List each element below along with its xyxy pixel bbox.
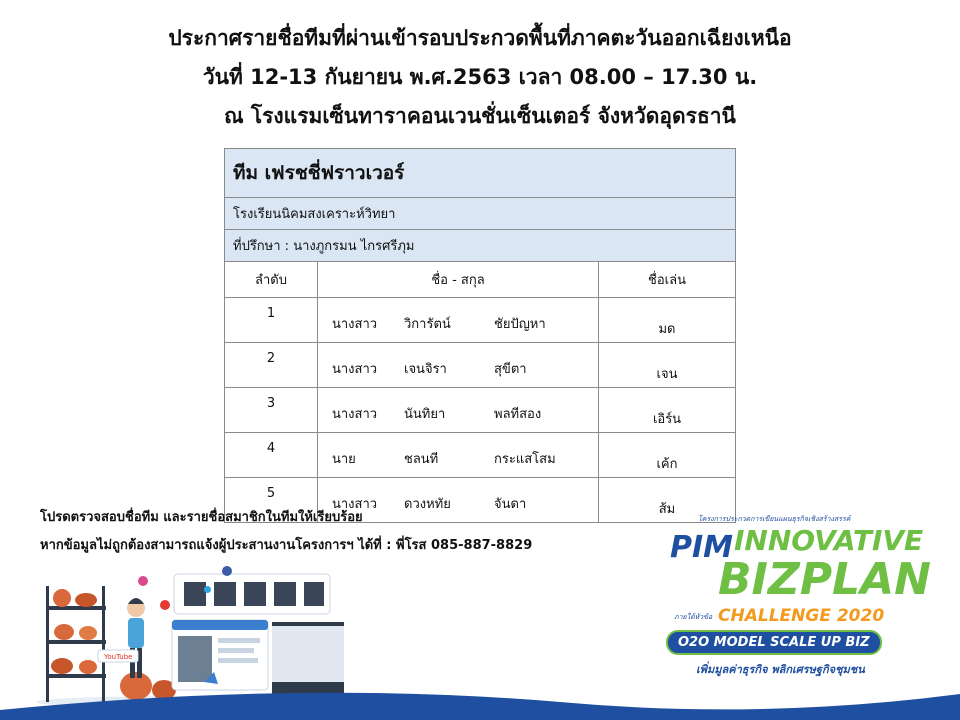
logo-challenge: CHALLENGE 2020	[718, 606, 885, 626]
member-first-name: เจนจิรา	[404, 362, 447, 377]
member-nickname: เค้ก	[599, 433, 736, 478]
member-name	[318, 388, 599, 433]
table-row	[225, 388, 736, 433]
announcement-date: วันที่ 12-13 กันยายน พ.ศ.2563 เวลา 08.00 – 17.30 น.	[202, 65, 758, 89]
member-title: นางสาว	[332, 362, 378, 377]
logo-tagline: โครงการประกวดการเขียนแผนธุรกิจเชิงสร้างสรรค์	[698, 515, 851, 523]
member-nickname: ส้ม	[599, 478, 736, 523]
member-name	[318, 343, 599, 388]
verification-note: โปรดตรวจสอบชื่อทีม และรายชื่อสมาชิกในทีมให้เรียบร้อย	[40, 510, 363, 525]
facebook-icon	[222, 566, 232, 576]
announcement-venue: ณ โรงแรมเซ็นทาราคอนเวนชั่นเซ็นเตอร์ จังหวัดอุดรธานี	[224, 104, 736, 128]
pim-bizplan-logo	[664, 510, 944, 690]
team-roster-table	[224, 148, 736, 523]
logo-slogan: เพิ่มมูลค่าธุรกิจ พลิกเศรษฐกิจชุมชน	[696, 663, 865, 676]
member-nickname: มด	[599, 298, 736, 343]
column-header-nickname: ชื่อเล่น	[599, 262, 736, 298]
team-school: โรงเรียนนิคมสงเคราะห์วิทยา	[225, 198, 736, 230]
member-no: 1	[225, 298, 318, 343]
logo-o2o: O2O MODEL SCALE UP BIZ	[666, 630, 882, 655]
member-name	[318, 433, 599, 478]
member-nickname: เจน	[599, 343, 736, 388]
instagram-icon	[138, 576, 148, 586]
youtube-icon	[160, 600, 170, 610]
twitter-icon	[204, 586, 211, 593]
member-nickname: เอิร์น	[599, 388, 736, 433]
member-title: นางสาว	[332, 497, 378, 512]
member-no: 2	[225, 343, 318, 388]
member-first-name: ดวงหทัย	[404, 497, 451, 512]
member-title: นางสาว	[332, 407, 378, 422]
column-header-no: ลำดับ	[225, 262, 318, 298]
member-last-name: สุขีตา	[494, 362, 527, 377]
bottom-wave	[0, 680, 960, 720]
member-no: 5	[225, 478, 318, 523]
member-no: 4	[225, 433, 318, 478]
team-name: ทีม เฟรชชี่ฟราวเวอร์	[225, 149, 736, 198]
member-last-name: ชัยปัญหา	[494, 317, 546, 332]
browser-tab-label: YouTube	[104, 653, 133, 661]
table-row	[225, 343, 736, 388]
member-last-name: พลทีสอง	[494, 407, 542, 422]
contact-note: หากข้อมูลไม่ถูกต้องสามารถแจ้งผู้ประสานงานโครงการฯ ได้ที่ : พี่โรส 085-887-8829	[40, 538, 533, 553]
logo-bizplan: BIZPLAN	[718, 554, 931, 605]
member-title: นาย	[332, 452, 356, 467]
logo-innovative: INNOVATIVE	[734, 524, 924, 557]
logo-under: ภายใต้หัวข้อ	[674, 613, 713, 621]
member-first-name: ชลนที	[404, 452, 439, 467]
member-first-name: นันทิยา	[404, 407, 446, 422]
logo-pim: PIM	[670, 530, 734, 565]
member-last-name: จันดา	[494, 497, 527, 512]
member-name	[318, 298, 599, 343]
table-row	[225, 433, 736, 478]
member-first-name: วิการัตน์	[404, 317, 451, 332]
member-no: 3	[225, 388, 318, 433]
column-header-name: ชื่อ - สกุล	[318, 262, 599, 298]
member-title: นางสาว	[332, 317, 378, 332]
team-advisor: ที่ปรึกษา : นางภูกรมน ไกรศรีภุม	[225, 230, 736, 262]
table-row	[225, 298, 736, 343]
member-last-name: กระแสโสม	[494, 452, 556, 467]
announcement-title: ประกาศรายชื่อทีมที่ผ่านเข้ารอบประกวดพื้นที่ภาคตะวันออกเฉียงเหนือ	[168, 26, 792, 50]
